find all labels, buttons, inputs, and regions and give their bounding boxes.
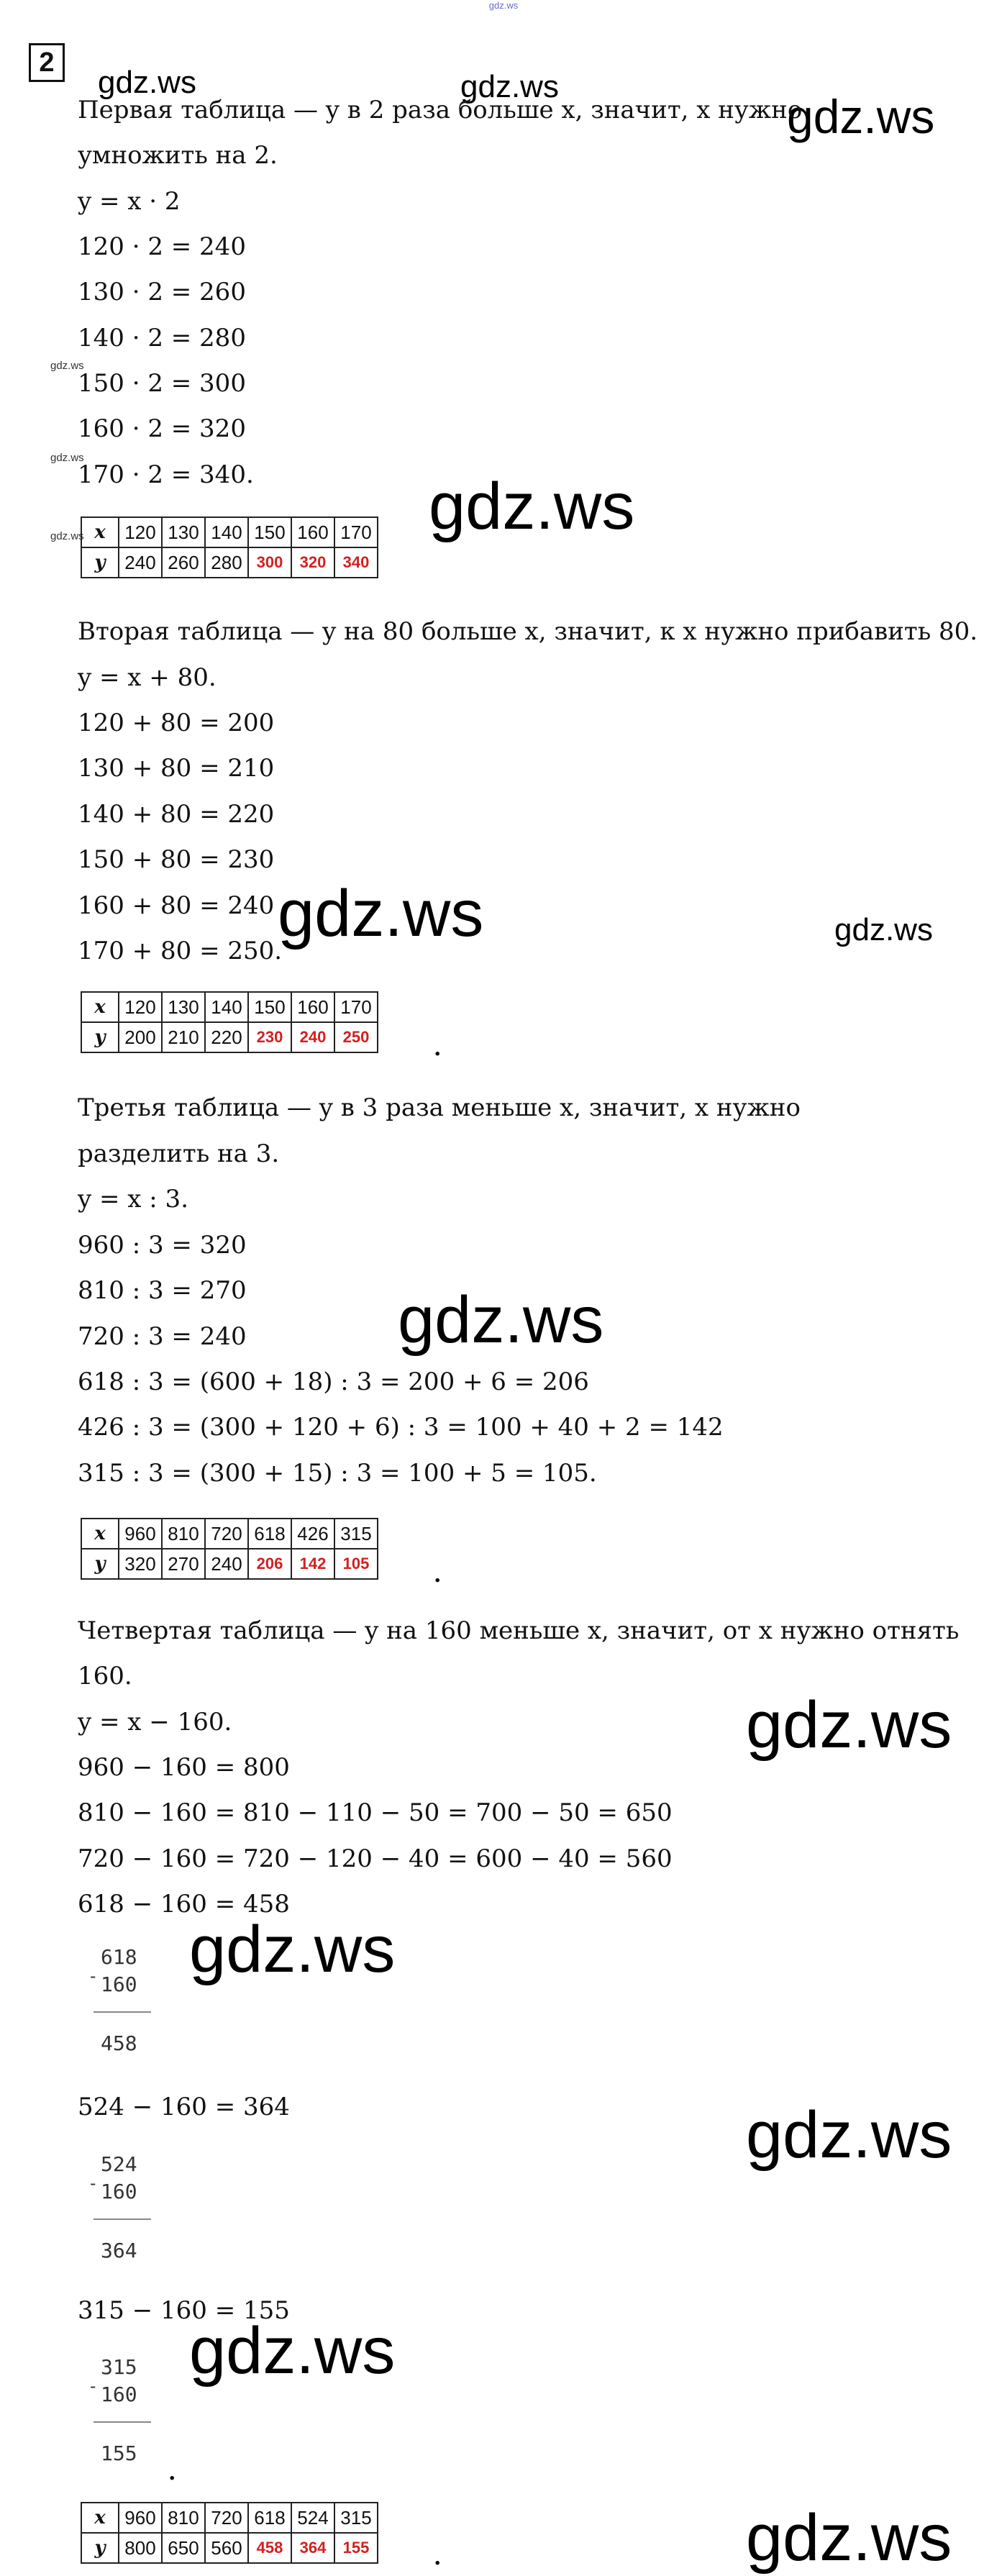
table-row [81,2533,378,2563]
minuend: 524 [101,2152,137,2176]
table-cell: 340 [334,547,378,578]
watermark: gdz.ws [746,2098,952,2172]
watermark: gdz.ws [429,470,635,543]
text-line: y = x · 2 [78,187,181,216]
watermark: gdz.ws [834,912,933,947]
text-line: 524 − 160 = 364 [78,2093,290,2121]
top-site-label: gdz.ws [488,0,519,11]
table-cell: 150 [248,992,291,1022]
minus-sign: - [88,2173,99,2193]
subtrahend: 160 [101,2180,137,2203]
watermark: gdz.ws [50,360,84,372]
table-row-header: x [81,1519,119,1549]
divider-line [94,2218,151,2220]
table-cell: 160 [291,992,334,1022]
table-cell: 220 [205,1022,248,1052]
table-cell: 170 [334,992,378,1022]
table-cell: 524 [291,2503,334,2533]
table-cell: 160 [291,517,334,547]
text-line: 618 − 160 = 458 [78,1890,290,1919]
watermark: gdz.ws [189,2314,396,2388]
table-cell: 170 [334,517,378,547]
table-cell: 320 [119,1549,162,1579]
text-line: 160 + 80 = 240 [78,891,275,920]
watermark: gdz.ws [278,877,484,950]
table-cell: 315 [334,2503,378,2533]
table-cell: 250 [334,1022,378,1052]
table-cell: 280 [205,547,248,578]
table-cell: 105 [334,1549,378,1579]
text-line: Третья таблица — y в 3 раза меньше x, значит, x нужно [78,1093,801,1122]
period-mark: . [168,2460,176,2485]
minus-sign: - [88,1966,99,1986]
period-mark: . [434,2545,442,2570]
table-row [81,2503,378,2533]
watermark: gdz.ws [50,530,84,542]
text-line: 140 · 2 = 280 [78,324,246,352]
text-line: 618 : 3 = (600 + 18) : 3 = 200 + 6 = 206 [78,1367,589,1396]
text-line: 426 : 3 = (300 + 120 + 6) : 3 = 100 + 40 + 2 = 142 [78,1413,724,1442]
table-cell: 364 [291,2533,334,2563]
period-mark: . [434,1036,442,1061]
minuend: 618 [101,1945,137,1969]
table-cell: 960 [119,1519,162,1549]
text-line: умножить на 2. [78,141,278,170]
table-cell: 426 [291,1519,334,1549]
minuend: 315 [101,2355,137,2379]
text-line: y = x + 80. [78,663,217,692]
table-cell: 230 [248,1022,291,1052]
table-cell: 315 [334,1519,378,1549]
text-line: 130 + 80 = 210 [78,754,275,783]
text-line: 130 · 2 = 260 [78,278,246,306]
table-row [81,547,378,578]
table-row [81,1022,378,1052]
difference: 458 [101,2031,137,2055]
divider-line [94,2421,151,2423]
table-cell: 810 [162,2503,205,2533]
table-row-header: x [81,517,119,547]
text-line: 150 · 2 = 300 [78,369,246,398]
table-cell: 458 [248,2533,291,2563]
table-cell: 720 [205,1519,248,1549]
table-cell: 720 [205,2503,248,2533]
table-row-header: x [81,2503,119,2533]
watermark: gdz.ws [398,1283,604,1357]
watermark: gdz.ws [787,90,935,143]
text-line: 150 + 80 = 230 [78,845,275,874]
text-line: 960 : 3 = 320 [78,1231,247,1260]
table-cell: 618 [248,2503,291,2533]
watermark: gdz.ws [50,452,84,464]
table-row [81,517,378,547]
text-line: 810 : 3 = 270 [78,1276,247,1305]
table-cell: 800 [119,2533,162,2563]
subtrahend: 160 [101,2382,137,2406]
table-cell: 206 [248,1549,291,1579]
text-line: y = x − 160. [78,1708,232,1737]
table-1 [81,516,378,578]
text-line: 120 + 80 = 200 [78,709,275,737]
table-row-header: y [81,2533,119,2563]
table-cell: 320 [291,547,334,578]
text-line: 960 − 160 = 800 [78,1753,290,1782]
table-cell: 150 [248,517,291,547]
text-line: 810 − 160 = 810 − 110 − 50 = 700 − 50 = 650 [78,1798,673,1827]
text-line: 170 · 2 = 340. [78,460,254,489]
table-cell: 260 [162,547,205,578]
table-cell: 140 [205,992,248,1022]
text-line: 170 + 80 = 250. [78,937,283,965]
text-line: 720 − 160 = 720 − 120 − 40 = 600 − 40 = 560 [78,1844,673,1873]
task-number: 2 [29,43,65,82]
table-cell: 560 [205,2533,248,2563]
text-line: Вторая таблица — y на 80 больше x, значит, к x нужно прибавить 80. [78,617,978,646]
table-row [81,992,378,1022]
table-cell: 130 [162,517,205,547]
table-row-header: y [81,1549,119,1579]
table-cell: 270 [162,1549,205,1579]
text-line: 720 : 3 = 240 [78,1322,247,1351]
text-line: разделить на 3. [78,1139,280,1168]
table-cell: 120 [119,992,162,1022]
table-2 [81,991,378,1053]
table-cell: 155 [334,2533,378,2563]
table-row [81,1549,378,1579]
table-cell: 240 [119,547,162,578]
difference: 155 [101,2441,137,2465]
column-subtraction [88,2151,137,2262]
table-cell: 240 [205,1549,248,1579]
text-line: 120 · 2 = 240 [78,232,246,261]
table-row-header: y [81,1022,119,1052]
table-3 [81,1518,378,1580]
difference: 364 [101,2239,137,2262]
text-line: Первая таблица — y в 2 раза больше x, значит, x нужно [78,96,803,124]
text-line: 140 + 80 = 220 [78,800,275,829]
table-cell: 300 [248,547,291,578]
table-row-header: x [81,992,119,1022]
table-cell: 120 [119,517,162,547]
watermark: gdz.ws [98,65,196,100]
table-cell: 142 [291,1549,334,1579]
period-mark: . [434,1562,442,1588]
table-row-header: y [81,547,119,578]
watermark: gdz.ws [189,1913,396,1986]
text-line: 315 : 3 = (300 + 15) : 3 = 100 + 5 = 105. [78,1459,597,1488]
table-cell: 960 [119,2503,162,2533]
subtrahend: 160 [101,1972,137,1996]
table-cell: 200 [119,1022,162,1052]
watermark: gdz.ws [746,2501,952,2575]
divider-line [94,2011,151,2013]
minus-sign: - [88,2376,99,2396]
column-subtraction [88,1944,137,2055]
text-line: y = x : 3. [78,1185,188,1214]
table-cell: 650 [162,2533,205,2563]
watermark: gdz.ws [746,1688,952,1762]
table-cell: 618 [248,1519,291,1549]
text-line: 160 · 2 = 320 [78,414,246,443]
column-subtraction [88,2354,137,2465]
table-cell: 210 [162,1022,205,1052]
text-line: 160. [78,1662,132,1690]
table-cell: 810 [162,1519,205,1549]
table-cell: 240 [291,1022,334,1052]
table-row [81,1519,378,1549]
watermark: gdz.ws [460,69,559,104]
text-line: 315 − 160 = 155 [78,2296,290,2325]
table-cell: 130 [162,992,205,1022]
text-line: Четвертая таблица — y на 160 меньше x, значит, от x нужно отнять [78,1616,960,1645]
table-4 [81,2502,378,2564]
table-cell: 140 [205,517,248,547]
